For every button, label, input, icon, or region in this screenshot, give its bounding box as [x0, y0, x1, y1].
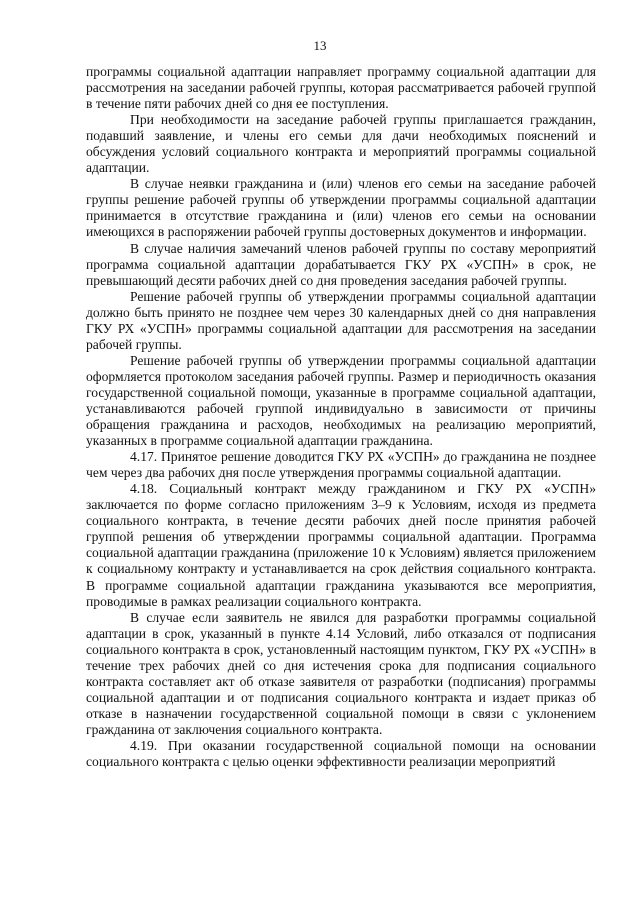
paragraph-invitation: При необходимости на заседание рабочей группы приглашается гражданин, подавший заявление, и члены его семьи для дачи необходимых пояснений и обсуждения условий социального контракта и мероприятий программы социальной адаптации. [86, 112, 596, 176]
paragraph-clause-4-17: 4.17. Принятое решение доводится ГКУ РХ «УСПН» до гражданина не позднее чем через два рабочих дня после утверждения программы социальной адаптации. [86, 449, 596, 481]
paragraph-absence: В случае неявки гражданина и (или) членов его семьи на заседание рабочей группы решение рабочей группы об утверждении программы социальной адаптации принимается в отсутствие гражданина и (или) членов его семьи на основании имеющихся в распоряжении рабочей группы достоверных документов и информации. [86, 176, 596, 240]
paragraph-clause-4-19: 4.19. При оказании государственной социальной помощи на основании социального контракта с целью оценки эффективности реализации мероприятий [86, 737, 596, 770]
document-body [86, 64, 596, 770]
page-number: 13 [313, 38, 327, 53]
paragraph-clause-4-18: 4.18. Социальный контракт между гражданином и ГКУ РХ «УСПН» заключается по форме согласно приложениям 3–9 к Условиям, исходя из предмета социального контракта, в течение десяти рабочих дней после принятия рабочей группой решения об утверждении программы социальной адаптации. Программа социальной адаптации гражданина (приложение 10 к Условиям) является приложением к социальному контракту и устанавливается на срок действия социального контракта. В программе социальной адаптации гражданина указываются все мероприятия, проводимые в рамках реализации социального контракта. [86, 481, 596, 609]
paragraph-refusal: В случае если заявитель не явился для разработки программы социальной адаптации в срок, указанный в пункте 4.14 Условий, либо отказался от подписания социального контракта в срок, установленный настоящим пунктом, ГКУ РХ «УСПН» в течение трех рабочих дней со дня истечения срока для подписания социального контракта составляет акт об отказе заявителя от разработки (подписания) программы социальной адаптации и от подписания социального контракта и издает приказ об отказе в назначении государственной социальной помощи в связи с уклонением гражданина от заключения социального контракта. [86, 609, 596, 737]
paragraph-continuation: программы социальной адаптации направляет программу социальной адаптации для рассмотрения на заседании рабочей группы, которая рассматривается рабочей группой в течение пяти рабочих дней со дня ее поступления. [86, 64, 596, 112]
paragraph-remarks: В случае наличия замечаний членов рабочей группы по составу мероприятий программа социальной адаптации дорабатывается ГКУ РХ «УСПН» в срок, не превышающий десяти рабочих дней со дня проведения заседания рабочей группы. [86, 240, 596, 288]
paragraph-decision-protocol: Решение рабочей группы об утверждении программы социальной адаптации оформляется протоколом заседания рабочей группы. Размер и периодичность оказания государственной социальной помощи, указанные в программе социальной адаптации, устанавливаются рабочей группой индивидуально в зависимости от причины обращения гражданина и расходов, необходимых на реализацию мероприятий, указанных в программе социальной адаптации гражданина. [86, 352, 596, 449]
paragraph-decision-deadline: Решение рабочей группы об утверждении программы социальной адаптации должно быть принято не позднее чем через 30 календарных дней со дня направления ГКУ РХ «УСПН» программы социальной адаптации для рассмотрения на заседании рабочей группы. [86, 288, 596, 352]
